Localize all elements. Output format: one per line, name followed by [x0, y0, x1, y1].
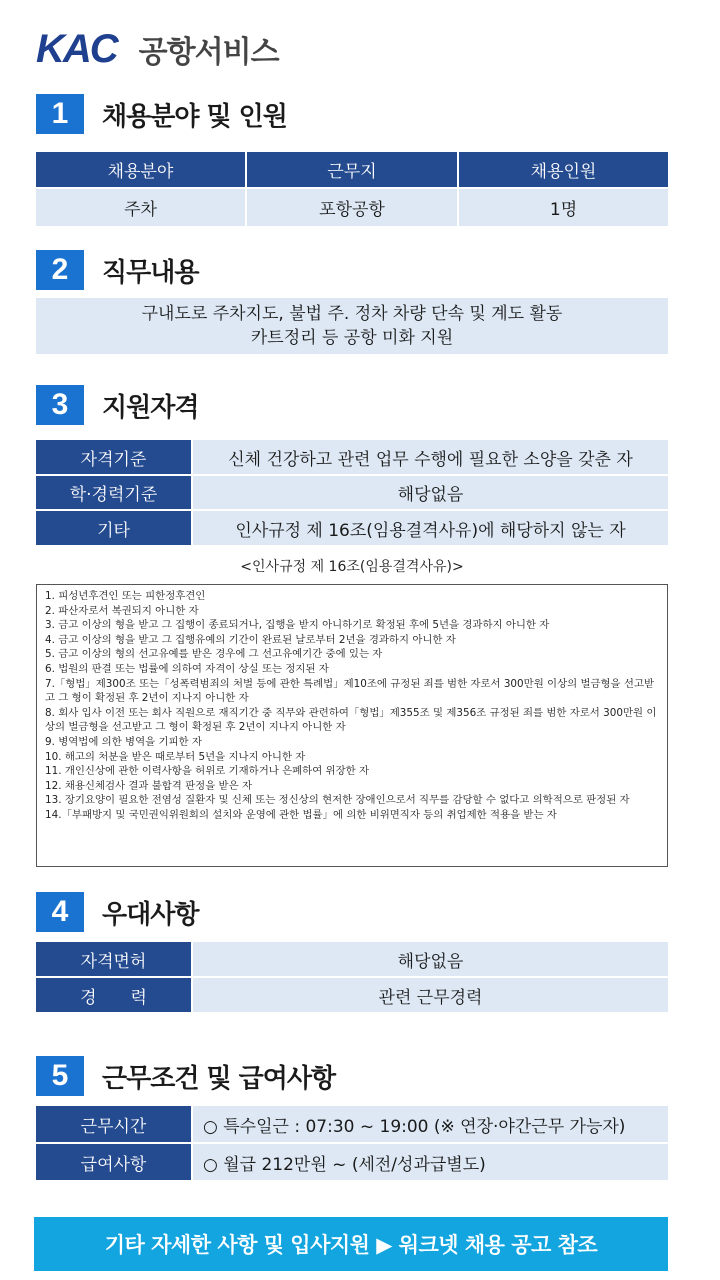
preference-table — [36, 942, 668, 1012]
rule-item: 3. 금고 이상의 형을 받고 그 집행이 종료되거나, 집행을 받지 아니하기로 확정된 후에 5년을 경과하지 아니한 자 — [45, 619, 550, 632]
section-number: 1 — [36, 94, 84, 134]
rule-item: 6. 법원의 판결 또는 법률에 의하여 자격이 상실 또는 정지된 자 — [45, 662, 329, 675]
section-number: 2 — [36, 250, 84, 290]
qual-value: 신체 건강하고 관련 업무 수행에 필요한 소양을 갖춘 자 — [192, 440, 668, 475]
company-name: 공항서비스 — [138, 35, 279, 70]
disqualification-rules-box — [36, 584, 668, 867]
qualification-table — [36, 440, 668, 545]
section-2-header — [36, 250, 198, 290]
cond-value: ○ 특수일근 : 07:30 ~ 19:00 (※ 연장·야간근무 가능자) — [192, 1106, 668, 1143]
section-number: 3 — [36, 385, 84, 425]
duties-box — [36, 298, 668, 354]
company-logo — [36, 28, 279, 70]
cell-location: 포항공항 — [246, 188, 458, 226]
rule-item: 12. 채용신체검사 결과 불합격 판정을 받은 자 — [45, 779, 252, 792]
section-title: 채용분야 및 인원 — [102, 101, 287, 132]
apply-banner[interactable]: 기타 자세한 사항 및 입사지원 ▶ 워크넷 채용 공고 참조 — [34, 1217, 668, 1271]
rule-item: 11. 개인신상에 관한 이력사항을 허위로 기재하거나 은폐하여 위장한 자 — [45, 765, 369, 778]
rule-item: 10. 해고의 처분을 받은 때로부터 5년을 지나지 아니한 자 — [45, 750, 306, 763]
duty-line: 카트정리 등 공항 미화 지원 — [250, 328, 454, 348]
col-header-location: 근무지 — [246, 152, 458, 188]
rule-item: 9. 병역법에 의한 병역을 기피한 자 — [45, 735, 202, 748]
section-title: 직무내용 — [102, 257, 199, 288]
conditions-table — [36, 1106, 668, 1180]
rule-item: 5. 금고 이상의 형의 선고유예를 받은 경우에 그 선고유예기간 중에 있는 자 — [45, 648, 383, 661]
duty-line: 구내도로 주차지도, 불법 주. 정차 차량 단속 및 계도 활동 — [141, 304, 563, 324]
cond-label: 급여사항 — [36, 1143, 192, 1180]
qual-label: 자격기준 — [36, 440, 192, 475]
qual-label: 기타 — [36, 510, 192, 545]
pref-value: 해당없음 — [192, 942, 668, 977]
col-header-count: 채용인원 — [458, 152, 668, 188]
rule-item: 8. 회사 입사 이전 또는 회사 직원으로 재직기간 중 직무와 관련하여「형법」제355조 및 제356조 규정된 죄를 범한 자로서 300만원 이상의 벌금형을 선고받고 그 형이 확정된 후 2년이 지나지 아니한 자 — [45, 706, 657, 734]
cell-count: 1명 — [458, 188, 668, 226]
section-1-header — [36, 94, 287, 134]
col-header-field: 채용분야 — [36, 152, 246, 188]
kac-logo-mark: KAC — [36, 26, 117, 71]
rule-item: 7.「형법」제300조 또는「성폭력범죄의 처벌 등에 관한 특례법」제10조에 규정된 죄를 범한 자로서 300만원 이상의 벌금형을 선고받고 그 형이 확정된 후 2년이 지나지 아니한 자 — [45, 677, 655, 705]
pref-label: 자격면허 — [36, 942, 192, 977]
section-5-header — [36, 1056, 335, 1096]
rule-item: 4. 금고 이상의 형을 받고 그 집행유예의 기간이 완료된 날로부터 2년을 경과하지 아니한 자 — [45, 633, 456, 646]
cond-label: 근무시간 — [36, 1106, 192, 1143]
section-title: 근무조건 및 급여사항 — [102, 1063, 336, 1094]
cell-field: 주차 — [36, 188, 246, 226]
qual-label: 학·경력기준 — [36, 475, 192, 510]
rule-item: 14.「부패방지 및 국민권익위원회의 설치와 운영에 관한 법률」에 의한 비위면직자 등의 취업제한 적용을 받는 자 — [45, 808, 557, 821]
rule-item: 1. 피성년후견인 또는 피한정후견인 — [45, 590, 206, 602]
section-number: 4 — [36, 892, 84, 932]
section-4-header — [36, 892, 198, 932]
recruit-table — [36, 152, 668, 226]
pref-value: 관련 근무경력 — [192, 977, 668, 1012]
pref-label: 경 력 — [36, 977, 192, 1012]
qual-value: 해당없음 — [192, 475, 668, 510]
section-3-header — [36, 385, 198, 425]
section-title: 지원자격 — [102, 392, 199, 423]
cond-value: ○ 월급 212만원 ~ (세전/성과급별도) — [192, 1143, 668, 1180]
section-number: 5 — [36, 1056, 84, 1096]
rule-item: 2. 파산자로서 복권되지 아니한 자 — [45, 604, 199, 617]
section-title: 우대사항 — [102, 899, 199, 930]
rules-caption: <인사규정 제 16조(임용결격사유)> — [240, 559, 464, 575]
qual-value: 인사규정 제 16조(임용결격사유)에 해당하지 않는 자 — [192, 510, 668, 545]
rule-item: 13. 장기요양이 필요한 전염성 질환자 및 신체 또는 정신상의 현저한 장애인으로서 직무를 감당할 수 없다고 의학적으로 판정된 자 — [45, 794, 630, 807]
